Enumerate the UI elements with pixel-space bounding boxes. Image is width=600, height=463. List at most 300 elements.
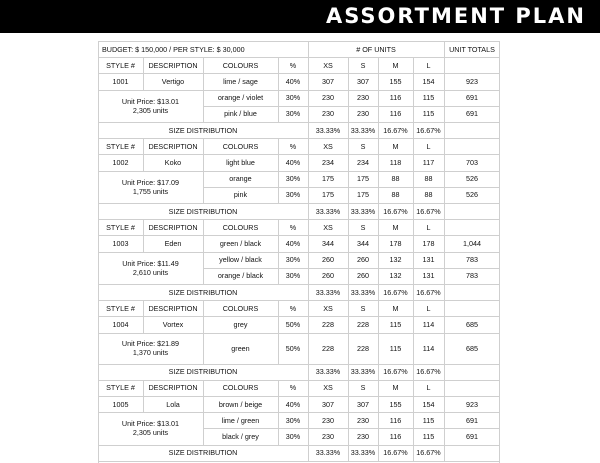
column-divider — [348, 187, 349, 203]
s-header: S — [360, 222, 366, 232]
style-header: STYLE # — [106, 222, 135, 232]
unit-total: 526 — [466, 174, 478, 184]
column-divider — [444, 268, 445, 284]
column-divider — [378, 171, 379, 187]
m-header: M — [392, 141, 399, 151]
m-header: M — [392, 222, 399, 232]
size-distribution-s: 33.33% — [350, 367, 376, 377]
column-divider — [348, 364, 349, 380]
size-distribution-l: 16.67% — [416, 448, 441, 458]
style-header: STYLE # — [106, 60, 135, 70]
qty-xs: 307 — [322, 76, 334, 86]
xs-header: XS — [323, 60, 333, 70]
qty-l: 131 — [422, 255, 435, 265]
colours-header: COLOURS — [222, 383, 259, 393]
column-divider — [378, 284, 379, 300]
xs-header: XS — [323, 222, 333, 232]
column-divider — [444, 203, 445, 219]
l-header: L — [426, 383, 431, 393]
column-divider — [413, 187, 414, 203]
xs-header: XS — [323, 141, 333, 151]
units-count: 2,305 units — [132, 428, 169, 438]
unit-total: 923 — [466, 399, 478, 409]
unit-total: 691 — [466, 415, 478, 425]
style-header: STYLE # — [106, 141, 135, 151]
column-divider — [308, 412, 309, 428]
colour-name: orange / black — [217, 271, 264, 281]
column-divider — [413, 203, 414, 219]
qty-s: 230 — [357, 415, 369, 425]
column-divider — [413, 333, 414, 364]
qty-s: 307 — [357, 76, 369, 86]
size-distribution-xs: 33.33% — [315, 287, 341, 297]
column-divider — [444, 252, 445, 268]
column-divider — [413, 122, 414, 138]
column-divider — [444, 122, 445, 138]
column-divider — [308, 41, 309, 57]
qty-m: 88 — [391, 174, 400, 184]
unit-totals-header: UNIT TOTALS — [449, 44, 495, 54]
qty-s: 228 — [357, 319, 369, 329]
column-divider — [278, 171, 279, 187]
column-divider — [203, 333, 204, 364]
column-divider — [203, 106, 204, 122]
column-divider — [413, 90, 414, 106]
style-number: 1003 — [112, 238, 129, 248]
qty-m: 88 — [391, 190, 400, 200]
column-divider — [308, 316, 309, 332]
column-divider — [413, 364, 414, 380]
unit-price: Unit Price: $13.01 — [121, 96, 180, 106]
column-divider — [308, 90, 309, 106]
column-divider — [444, 380, 445, 396]
l-header: L — [426, 60, 431, 70]
size-distribution-label: SIZE DISTRIBUTION — [168, 125, 238, 135]
l-header: L — [426, 222, 431, 232]
qty-l: 115 — [422, 93, 435, 103]
column-divider — [348, 252, 349, 268]
unit-total: 685 — [466, 319, 478, 329]
unit-total: 1,044 — [463, 238, 481, 248]
size-distribution-xs: 33.33% — [315, 367, 341, 377]
column-divider — [444, 138, 445, 154]
column-divider — [444, 316, 445, 332]
size-distribution-l: 16.67% — [416, 206, 441, 216]
qty-xs: 230 — [322, 415, 334, 425]
unit-price: Unit Price: $11.49 — [122, 258, 179, 268]
colour-percent: 30% — [285, 271, 301, 281]
colour-percent: 40% — [285, 157, 301, 167]
column-divider — [348, 445, 349, 461]
colour-percent: 40% — [285, 238, 301, 248]
column-divider — [308, 122, 309, 138]
column-divider — [378, 316, 379, 332]
l-header: L — [426, 303, 431, 313]
style-description: Lola — [166, 399, 180, 409]
column-divider — [413, 445, 414, 461]
column-divider — [308, 203, 309, 219]
column-divider — [444, 171, 445, 187]
column-divider — [413, 316, 414, 332]
qty-s: 260 — [357, 271, 369, 281]
column-divider — [378, 428, 379, 444]
column-divider — [444, 300, 445, 316]
s-header: S — [360, 141, 366, 151]
column-divider — [413, 268, 414, 284]
column-divider — [278, 412, 279, 428]
size-distribution-s: 33.33% — [350, 448, 376, 458]
unit-total: 685 — [466, 343, 478, 353]
column-divider — [308, 187, 309, 203]
unit-price: Unit Price: $13.01 — [121, 419, 180, 429]
unit-total: 691 — [466, 431, 478, 441]
column-divider — [143, 154, 144, 170]
qty-s: 230 — [357, 431, 369, 441]
qty-m: 116 — [389, 415, 402, 425]
column-divider — [143, 235, 144, 251]
qty-m: 116 — [389, 109, 402, 119]
colours-header: COLOURS — [222, 222, 259, 232]
assortment-table — [98, 41, 500, 463]
column-divider — [378, 333, 379, 364]
column-divider — [444, 41, 445, 57]
qty-xs: 344 — [322, 238, 334, 248]
size-distribution-label: SIZE DISTRIBUTION — [168, 448, 238, 458]
s-header: S — [360, 383, 366, 393]
colour-percent: 30% — [285, 93, 301, 103]
qty-s: 175 — [357, 190, 369, 200]
qty-xs: 230 — [322, 93, 334, 103]
qty-l: 115 — [422, 415, 435, 425]
size-distribution-label: SIZE DISTRIBUTION — [168, 206, 238, 216]
column-divider — [308, 154, 309, 170]
column-divider — [378, 412, 379, 428]
colour-name: orange — [229, 174, 252, 184]
xs-header: XS — [323, 303, 333, 313]
column-divider — [348, 396, 349, 412]
qty-xs: 230 — [322, 109, 334, 119]
size-distribution-m: 16.67% — [383, 287, 408, 297]
column-divider — [308, 364, 309, 380]
size-distribution-m: 16.67% — [383, 367, 408, 377]
qty-l: 114 — [422, 319, 435, 329]
style-number: 1002 — [112, 157, 129, 167]
column-divider — [278, 428, 279, 444]
column-divider — [444, 57, 445, 73]
column-divider — [413, 235, 414, 251]
colour-percent: 50% — [285, 319, 301, 329]
qty-m: 132 — [389, 255, 402, 265]
size-distribution-label: SIZE DISTRIBUTION — [168, 367, 238, 377]
percent-header: % — [289, 60, 297, 70]
column-divider — [413, 396, 414, 412]
size-distribution-xs: 33.33% — [315, 125, 341, 135]
colours-header: COLOURS — [222, 141, 259, 151]
column-divider — [378, 203, 379, 219]
column-divider — [278, 252, 279, 268]
style-description: Vortex — [162, 319, 184, 329]
column-divider — [308, 106, 309, 122]
column-divider — [378, 364, 379, 380]
column-divider — [413, 284, 414, 300]
column-divider — [203, 154, 204, 170]
unit-total: 691 — [466, 93, 478, 103]
style-number: 1005 — [112, 399, 129, 409]
column-divider — [203, 90, 204, 106]
column-divider — [348, 203, 349, 219]
column-divider — [308, 252, 309, 268]
qty-xs: 230 — [322, 431, 334, 441]
style-header: STYLE # — [106, 383, 135, 393]
qty-s: 230 — [357, 93, 369, 103]
qty-l: 114 — [422, 343, 435, 353]
column-divider — [378, 154, 379, 170]
unit-total: 783 — [466, 271, 478, 281]
qty-m: 155 — [389, 76, 402, 86]
colour-name: orange / violet — [217, 93, 264, 103]
column-divider — [348, 235, 349, 251]
budget-label: BUDGET: $ 150,000 / PER STYLE: $ 30,000 — [102, 44, 245, 54]
column-divider — [413, 154, 414, 170]
header-bar — [0, 0, 600, 33]
column-divider — [413, 412, 414, 428]
colour-percent: 40% — [285, 399, 301, 409]
s-header: S — [360, 60, 366, 70]
style-header: STYLE # — [106, 303, 135, 313]
unit-total: 703 — [466, 157, 478, 167]
style-number: 1001 — [112, 76, 129, 86]
column-divider — [278, 187, 279, 203]
qty-m: 115 — [389, 319, 402, 329]
qty-l: 131 — [422, 271, 435, 281]
size-distribution-l: 16.67% — [416, 125, 441, 135]
column-divider — [348, 73, 349, 89]
style-description: Koko — [164, 157, 182, 167]
column-divider — [308, 268, 309, 284]
colour-percent: 30% — [285, 431, 301, 441]
unit-total: 691 — [466, 109, 478, 119]
column-divider — [348, 412, 349, 428]
colour-percent: 50% — [285, 343, 301, 353]
column-divider — [203, 252, 204, 268]
column-divider — [444, 364, 445, 380]
column-divider — [444, 187, 445, 203]
unit-price-block — [98, 171, 203, 203]
qty-xs: 234 — [322, 157, 334, 167]
column-divider — [203, 316, 204, 332]
qty-s: 228 — [357, 343, 369, 353]
column-divider — [203, 396, 204, 412]
column-divider — [203, 412, 204, 428]
qty-l: 154 — [422, 76, 435, 86]
colours-header: COLOURS — [222, 60, 259, 70]
column-divider — [348, 284, 349, 300]
column-divider — [413, 252, 414, 268]
size-distribution-m: 16.67% — [383, 206, 408, 216]
size-distribution-m: 16.67% — [383, 448, 408, 458]
units-count: 2,610 units — [132, 267, 169, 277]
column-divider — [444, 219, 445, 235]
size-distribution-s: 33.33% — [350, 287, 376, 297]
size-distribution-s: 33.33% — [350, 125, 376, 135]
colour-name: green / black — [219, 238, 262, 248]
column-divider — [203, 171, 204, 187]
column-divider — [378, 90, 379, 106]
percent-header: % — [289, 141, 297, 151]
column-divider — [203, 428, 204, 444]
column-divider — [378, 445, 379, 461]
style-description: Vertigo — [161, 76, 185, 86]
colour-percent: 30% — [285, 109, 301, 119]
column-divider — [308, 235, 309, 251]
column-divider — [203, 268, 204, 284]
unit-price: Unit Price: $17.09 — [121, 177, 180, 187]
colour-name: light blue — [226, 157, 255, 167]
column-divider — [378, 396, 379, 412]
colour-name: grey — [233, 319, 248, 329]
qty-l: 115 — [422, 109, 435, 119]
m-header: M — [392, 60, 399, 70]
column-divider — [348, 333, 349, 364]
column-divider — [413, 428, 414, 444]
column-divider — [378, 73, 379, 89]
column-divider — [444, 235, 445, 251]
column-divider — [348, 154, 349, 170]
column-divider — [143, 396, 144, 412]
size-distribution-m: 16.67% — [383, 125, 408, 135]
page-title: ASSORTMENT PLAN — [325, 4, 586, 28]
unit-price-block — [98, 252, 203, 284]
colour-name: brown / beige — [218, 399, 263, 409]
size-distribution-xs: 33.33% — [315, 448, 341, 458]
column-divider — [378, 187, 379, 203]
column-divider — [308, 284, 309, 300]
percent-header: % — [289, 383, 297, 393]
column-divider — [308, 171, 309, 187]
column-divider — [444, 445, 445, 461]
qty-xs: 307 — [322, 399, 334, 409]
description-header: DESCRIPTION — [148, 141, 198, 151]
column-divider — [308, 445, 309, 461]
column-divider — [444, 154, 445, 170]
column-divider — [444, 333, 445, 364]
units-count: 2,305 units — [132, 105, 169, 115]
percent-header: % — [289, 222, 297, 232]
column-divider — [348, 122, 349, 138]
qty-xs: 260 — [322, 255, 334, 265]
colour-name: lime / sage — [223, 76, 258, 86]
qty-l: 88 — [424, 190, 433, 200]
column-divider — [143, 73, 144, 89]
xs-header: XS — [323, 383, 333, 393]
qty-xs: 260 — [322, 271, 334, 281]
units-count: 1,370 units — [132, 348, 169, 358]
column-divider — [348, 171, 349, 187]
size-distribution-l: 16.67% — [416, 367, 441, 377]
qty-l: 115 — [422, 431, 435, 441]
style-description: Eden — [164, 238, 182, 248]
column-divider — [203, 187, 204, 203]
unit-price-block — [98, 333, 203, 364]
column-divider — [378, 122, 379, 138]
qty-s: 344 — [357, 238, 369, 248]
colour-name: pink / blue — [224, 109, 257, 119]
unit-total: 923 — [466, 76, 478, 86]
qty-l: 88 — [424, 174, 433, 184]
percent-header: % — [289, 303, 297, 313]
column-divider — [203, 73, 204, 89]
units-count: 1,755 units — [132, 186, 169, 196]
qty-m: 116 — [389, 431, 402, 441]
column-divider — [308, 73, 309, 89]
column-divider — [308, 396, 309, 412]
unit-total: 526 — [466, 190, 478, 200]
column-divider — [413, 171, 414, 187]
column-divider — [348, 316, 349, 332]
unit-total: 783 — [466, 255, 478, 265]
colour-name: green — [231, 343, 250, 353]
colour-percent: 30% — [285, 415, 301, 425]
qty-m: 132 — [389, 271, 402, 281]
qty-m: 178 — [389, 238, 402, 248]
qty-xs: 175 — [322, 174, 334, 184]
qty-l: 117 — [422, 157, 435, 167]
qty-xs: 228 — [322, 343, 334, 353]
m-header: M — [392, 303, 399, 313]
qty-l: 154 — [422, 399, 435, 409]
qty-m: 116 — [389, 93, 402, 103]
colour-percent: 40% — [285, 76, 301, 86]
column-divider — [308, 428, 309, 444]
colours-header: COLOURS — [222, 303, 259, 313]
column-divider — [413, 73, 414, 89]
colour-percent: 30% — [285, 190, 301, 200]
qty-s: 234 — [357, 157, 369, 167]
size-distribution-xs: 33.33% — [315, 206, 341, 216]
colour-name: black / grey — [222, 431, 259, 441]
column-divider — [444, 90, 445, 106]
column-divider — [444, 106, 445, 122]
qty-s: 175 — [357, 174, 369, 184]
style-number: 1004 — [112, 319, 129, 329]
description-header: DESCRIPTION — [148, 383, 198, 393]
column-divider — [444, 284, 445, 300]
qty-s: 260 — [357, 255, 369, 265]
colour-name: lime / green — [221, 415, 260, 425]
column-divider — [308, 333, 309, 364]
column-divider — [348, 428, 349, 444]
column-divider — [278, 90, 279, 106]
qty-xs: 228 — [322, 319, 334, 329]
colour-percent: 30% — [285, 174, 301, 184]
column-divider — [348, 106, 349, 122]
size-distribution-s: 33.33% — [350, 206, 376, 216]
unit-price: Unit Price: $21.89 — [121, 339, 180, 349]
colour-percent: 30% — [285, 255, 301, 265]
column-divider — [348, 90, 349, 106]
description-header: DESCRIPTION — [148, 60, 198, 70]
size-distribution-label: SIZE DISTRIBUTION — [168, 287, 238, 297]
l-header: L — [426, 141, 431, 151]
column-divider — [444, 428, 445, 444]
column-divider — [413, 106, 414, 122]
colour-name: pink — [233, 190, 248, 200]
column-divider — [278, 268, 279, 284]
column-divider — [378, 252, 379, 268]
description-header: DESCRIPTION — [148, 303, 198, 313]
column-divider — [278, 73, 279, 89]
qty-m: 115 — [389, 343, 402, 353]
